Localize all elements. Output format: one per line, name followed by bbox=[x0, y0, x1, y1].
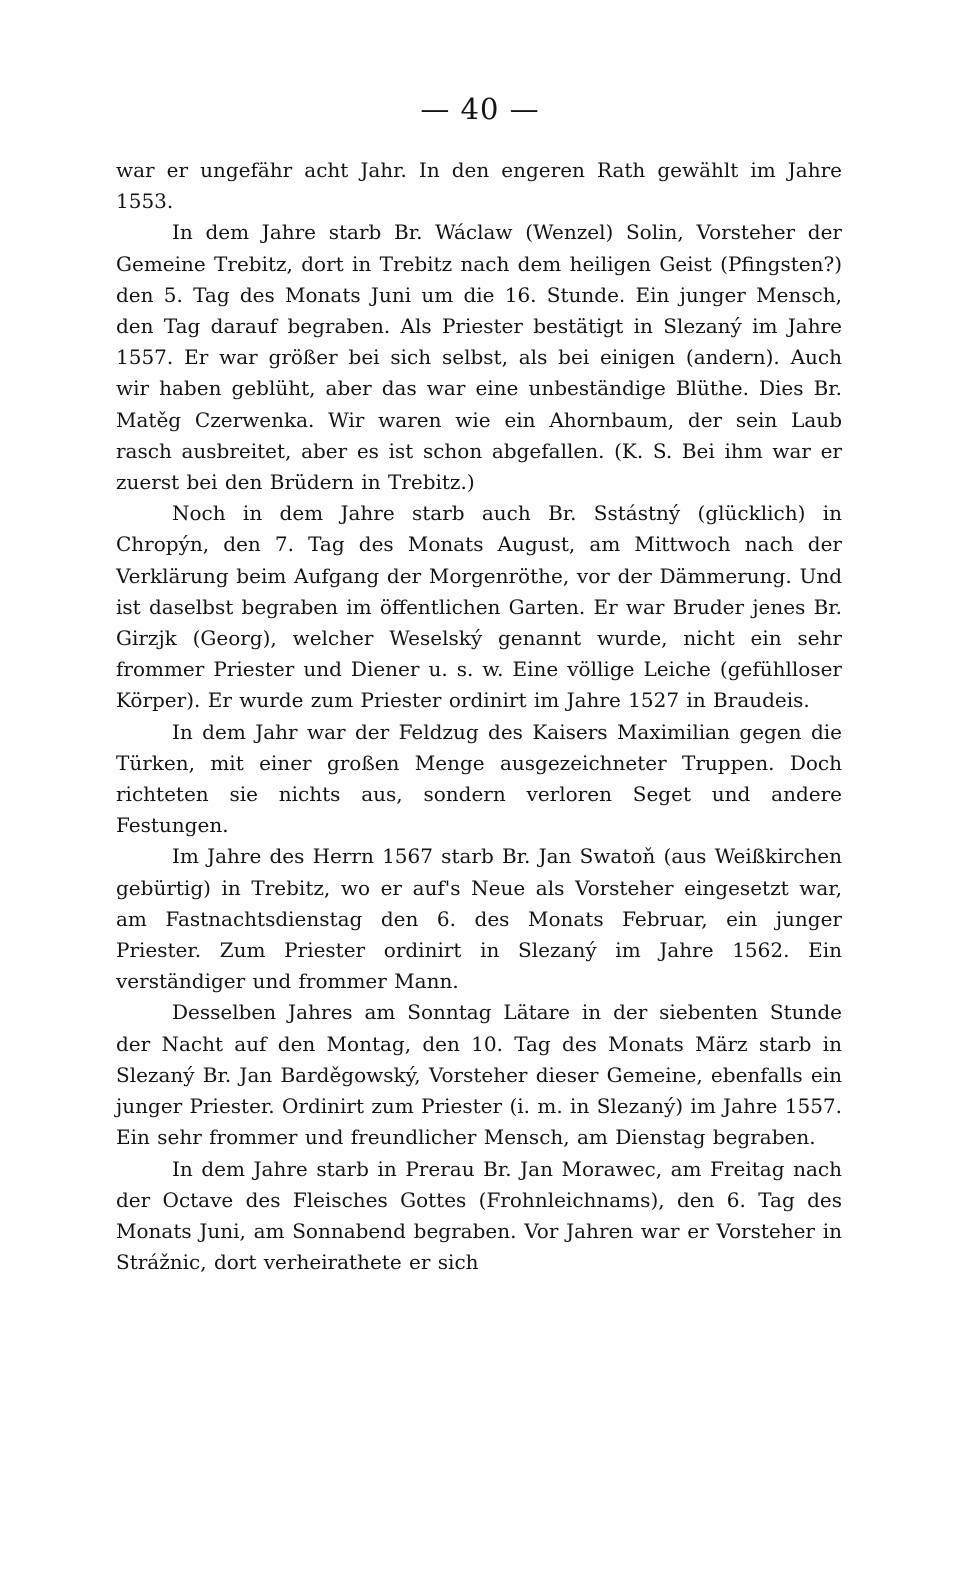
body-text bbox=[116, 155, 842, 1278]
paragraph-bardegowsky: Desselben Jahres am Sonntag Lätare in der siebenten Stunde der Nacht auf den Montag, den 10. Tag des Monats März starb in Slezaný Br. Jan Barděgowský, Vorsteher dieser Gemeine, ebenfalls ein junger Priester. Ordinirt zum Priester (i. m. in Slezaný) im Jahre 1557. Ein sehr frommer und freundlicher Mensch, am Dienstag begraben. bbox=[116, 1000, 842, 1150]
paragraph-feldzug: In dem Jahr war der Feldzug des Kaisers Maximilian gegen die Türken, mit einer großen Menge ausgezeichneter Truppen. Doch richteten sie nichts aus, sondern verloren Seget und andere Festungen. bbox=[116, 719, 842, 838]
page-number: — 40 — bbox=[420, 92, 540, 126]
paragraph-swaton: Im Jahre des Herrn 1567 starb Br. Jan Swatoň (aus Weißkirchen gebürtig) in Trebitz, wo er auf's Neue als Vorsteher eingesetzt war, am Fastnachtsdienstag den 6. des Monats Februar, ein junger Priester. Zum Priester ordinirt in Slezaný im Jahre 1562. Ein verständiger und frommer Mann. bbox=[116, 844, 842, 994]
paragraph-sstastny: Noch in dem Jahre starb auch Br. Sstástný (glücklich) in Chropýn, den 7. Tag des Monats August, am Mittwoch nach der Verklärung beim Aufgang der Morgenröthe, vor der Dämmerung. Und ist daselbst begraben im öffentlichen Garten. Er war Bruder jenes Br. Girzjk (Georg), welcher Weselský genannt wurde, nicht ein sehr frommer Priester und Diener u. s. w. Eine völlige Leiche (gefühlloser Körper). Er wurde zum Priester ordinirt im Jahre 1527 in Braudeis. bbox=[116, 501, 842, 713]
paragraph-continuation: war er ungefähr acht Jahr. In den engeren Rath gewählt im Jahre 1553. bbox=[116, 158, 842, 214]
paragraph-morawec: In dem Jahre starb in Prerau Br. Jan Morawec, am Freitag nach der Octave des Fleisches Gottes (Frohnleichnams), den 6. Tag des Monats Juni, am Sonnabend begraben. Vor Jahren war er Vorsteher in Strážnic, dort verheirathete er sich bbox=[116, 1156, 842, 1275]
paragraph-solin: In dem Jahre starb Br. Wáclaw (Wenzel) Solin, Vorsteher der Gemeine Trebitz, dort in Trebitz nach dem heiligen Geist (Pfingsten?) den 5. Tag des Monats Juni um die 16. Stunde. Ein junger Mensch, den Tag darauf begraben. Als Priester bestätigt in Slezaný im Jahre 1557. Er war größer bei sich selbst, als bei einigen (andern). Auch wir haben geblüht, aber das war eine unbeständige Blüthe. Dies Br. Matěg Czerwenka. Wir waren wie ein Ahornbaum, der sein Laub rasch ausbreitet, aber es ist schon abgefallen. (K. S. Bei ihm war er zuerst bei den Brüdern in Trebitz.) bbox=[116, 220, 842, 495]
